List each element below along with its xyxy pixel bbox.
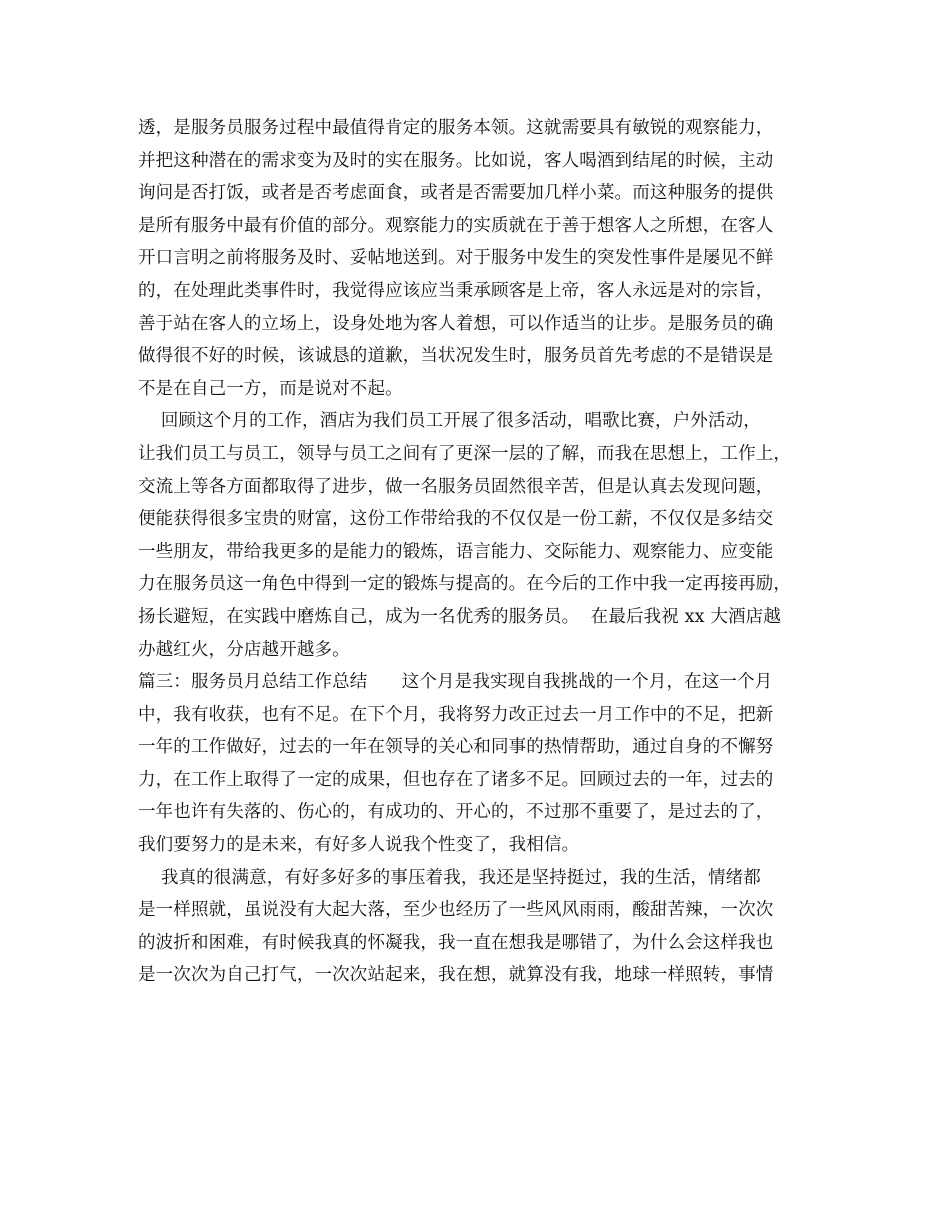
text-line: 交流上等各方面都取得了进步，做一名服务员固然很辛苦，但是认真去发现问题， [138, 476, 774, 497]
text-line: 善于站在客人的立场上，设身处地为客人着想，可以作适当的让步。是服务员的确 [138, 313, 774, 334]
paragraph-p2 [138, 405, 818, 666]
paragraph-p3 [138, 666, 818, 862]
text-line: 一年也许有失落的、伤心的，有成功的、开心的，不过那不重要了，是过去的了， [138, 802, 774, 823]
text-line: 中，我有收获，也有不足。在下个月，我将努力改正过去一月工作中的不足，把新 [138, 704, 774, 725]
text-line: 一些朋友，带给我更多的是能力的锻炼，语言能力、交际能力、观察能力、应变能 [138, 541, 774, 562]
text-line: 回顾这个月的工作，酒店为我们员工开展了很多活动，唱歌比赛，户外活动， [138, 411, 761, 432]
text-line: 力，在工作上取得了一定的成果，但也存在了诸多不足。回顾过去的一年，过去的 [138, 769, 774, 790]
text-line: 让我们员工与员工，领导与员工之间有了更深一层的了解，而我在思想上，工作上， [138, 443, 792, 464]
text-line: 并把这种潜在的需求变为及时的实在服务。比如说，客人喝酒到结尾的时候，主动 [138, 150, 774, 171]
text-line: 是所有服务中最有价值的部分。观察能力的实质就在于善于想客人之所想，在客人 [138, 215, 774, 236]
text-line: 的波折和困难，有时候我真的怀凝我，我一直在想我是哪错了，为什么会这样我也 [138, 932, 774, 953]
text-line: 开口言明之前将服务及时、妥帖地送到。对于服务中发生的突发性事件是屡见不鲜 [138, 248, 774, 269]
text-line: 透，是服务员服务过程中最值得肯定的服务本领。这就需要具有敏锐的观察能力， [138, 118, 774, 138]
paragraph-p1 [138, 112, 818, 405]
paragraph-p4 [138, 862, 818, 992]
text-line: 扬长避短，在实践中磨炼自己，成为一名优秀的服务员。 在最后我祝 xx 大酒店越 [138, 606, 781, 627]
text-line: 力在服务员这一角色中得到一定的锻炼与提高的。在今后的工作中我一定再接再励， [138, 574, 792, 595]
text-line: 篇三：服务员月总结工作总结 这个月是我实现自我挑战的一个月，在这一个月 [138, 672, 773, 693]
text-line: 询问是否打饭，或者是否考虑面食，或者是否需要加几样小菜。而这种服务的提供 [138, 183, 774, 204]
text-line: 办越红火，分店越开越多。 [138, 639, 350, 660]
document-body [138, 112, 818, 992]
text-line: 便能获得很多宝贵的财富，这份工作带给我的不仅仅是一份工薪，不仅仅是多结交 [138, 509, 774, 530]
text-line: 是一次次为自己打气，一次次站起来，我在想，就算没有我，地球一样照转，事情 [138, 965, 774, 986]
text-line: 我们要努力的是未来，有好多人说我个性变了，我相信。 [138, 835, 580, 856]
text-line: 我真的很满意，有好多好多的事压着我，我还是坚持挺过，我的生活，情绪都 [138, 867, 761, 888]
text-line: 一年的工作做好，过去的一年在领导的关心和同事的热情帮助，通过自身的不懈努 [138, 737, 774, 758]
text-line: 不是在自己一方，而是说对不起。 [138, 378, 403, 399]
text-line: 的，在处理此类事件时，我觉得应该应当秉承顾客是上帝，客人永远是对的宗旨， [138, 280, 774, 301]
text-line: 是一样照就，虽说没有大起大落，至少也经历了一些风风雨雨，酸甜苦辣，一次次 [138, 900, 774, 921]
text-line: 做得很不好的时候，该诚恳的道歉，当状况发生时，服务员首先考虑的不是错误是 [138, 346, 774, 367]
